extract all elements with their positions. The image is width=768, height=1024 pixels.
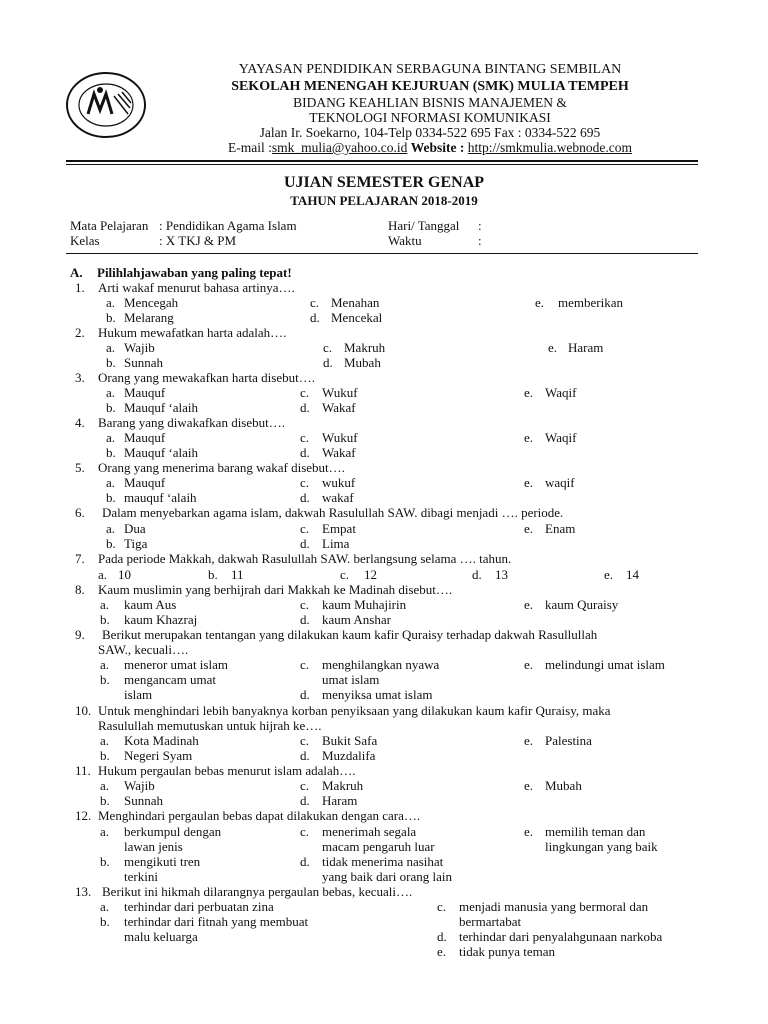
q12-e-label: e. xyxy=(524,824,534,839)
q13-text: Berikut ini hikmah dilarangnya pergaulan bebas, kecuali…. xyxy=(102,884,413,899)
q2-e-text: Haram xyxy=(568,340,604,355)
q7-d-label: d. xyxy=(472,567,482,582)
q7-a-text: 10 xyxy=(118,567,131,582)
q4-a-label: a. xyxy=(106,430,116,445)
q9-number: 9. xyxy=(75,627,85,642)
q3-e-text: Waqif xyxy=(545,385,577,400)
q12-c-text: menerimah segala xyxy=(322,824,417,839)
q10-c-text: Bukit Safa xyxy=(322,733,378,748)
q1-e-text: memberikan xyxy=(558,295,623,310)
q9-b-text: mengancam umat xyxy=(124,672,217,687)
q12-b-label: b. xyxy=(100,854,110,869)
q10-b-label: b. xyxy=(100,748,110,763)
q13-b-label: b. xyxy=(100,914,110,929)
q12-b-text-cont: terkini xyxy=(124,869,158,884)
q4-c-text: Wukuf xyxy=(322,430,358,445)
header-divider xyxy=(66,160,698,162)
exam-title: UJIAN SEMESTER GENAP xyxy=(283,174,485,191)
q7-b-text: 11 xyxy=(231,567,244,582)
q8-c-text: kaum Muhajirin xyxy=(322,597,407,612)
q4-e-text: Waqif xyxy=(545,430,577,445)
q4-a-text: Mauquf xyxy=(124,430,166,445)
q6-text: Dalam menyebarkan agama islam, dakwah Rasulullah SAW. dibagi menjadi …. periode. xyxy=(102,505,564,520)
q5-a-label: a. xyxy=(106,475,116,490)
q2-c-text: Makruh xyxy=(344,340,386,355)
q12-b-text: mengikuti tren xyxy=(124,854,201,869)
q2-b-label: b. xyxy=(106,355,116,370)
q10-d-label: d. xyxy=(300,748,310,763)
email-label: E-mail : xyxy=(228,140,272,155)
q8-d-text: kaum Anshar xyxy=(322,612,391,627)
email-link[interactable]: smk_mulia@yahoo.co.id xyxy=(271,140,408,155)
q13-c-text: menjadi manusia yang bermoral dan xyxy=(459,899,649,914)
q8-number: 8. xyxy=(75,582,85,597)
q7-c-text: 12 xyxy=(364,567,377,582)
q11-e-text: Mubah xyxy=(545,778,582,793)
q9-a-label: a. xyxy=(100,657,110,672)
q7-c-label: c. xyxy=(340,567,350,582)
q3-b-text: Mauquf ‘alaih xyxy=(124,400,199,415)
q1-b-text: Melarang xyxy=(124,310,174,325)
q8-e-text: kaum Quraisy xyxy=(545,597,619,612)
q2-d-text: Mubah xyxy=(344,355,381,370)
q1-e-label: e. xyxy=(535,295,545,310)
q10-e-text: Palestina xyxy=(545,733,592,748)
q6-a-text: Dua xyxy=(124,521,146,536)
q5-a-text: Mauquf xyxy=(124,475,166,490)
program-line-1: BIDANG KEAHLIAN BISNIS MANAJEMEN & xyxy=(293,95,567,110)
q4-b-text: Mauquf ‘alaih xyxy=(124,445,199,460)
q10-text: Untuk menghindari lebih banyaknya korban penyiksaan yang dilakukan kaum kafir Quraisy, maka xyxy=(98,703,611,718)
q3-a-label: a. xyxy=(106,385,116,400)
q11-e-label: e. xyxy=(524,778,534,793)
q12-d-label: d. xyxy=(300,854,310,869)
q10-text-cont: Rasulullah memutuskan untuk hijrah ke…. xyxy=(98,718,322,733)
q12-a-label: a. xyxy=(100,824,110,839)
q7-number: 7. xyxy=(75,551,85,566)
q10-b-text: Negeri Syam xyxy=(124,748,193,763)
date-label: Hari/ Tanggal xyxy=(388,218,460,233)
q8-b-label: b. xyxy=(100,612,110,627)
q12-c-label: c. xyxy=(300,824,310,839)
q7-text: Pada periode Makkah, dakwah Rasulullah SAW. berlangsung selama …. tahun. xyxy=(98,551,512,566)
q12-a-text: berkumpul dengan xyxy=(124,824,222,839)
q12-number: 12. xyxy=(75,808,92,823)
q11-c-text: Makruh xyxy=(322,778,364,793)
q1-c-label: c. xyxy=(310,295,320,310)
q11-text: Hukum pergaulan bebas menurut islam adalah…. xyxy=(98,763,356,778)
q6-b-text: Tiga xyxy=(124,536,148,551)
q3-text: Orang yang mewakafkan harta disebut…. xyxy=(98,370,315,385)
q12-e-text: memilih teman dan xyxy=(545,824,646,839)
q11-d-label: d. xyxy=(300,793,310,808)
q10-a-text: Kota Madinah xyxy=(124,733,199,748)
q8-c-label: c. xyxy=(300,597,310,612)
q9-d-label: d. xyxy=(300,687,310,702)
q12-e-text-cont: lingkungan yang baik xyxy=(545,839,658,854)
school-logo xyxy=(64,70,148,140)
q13-c-label: c. xyxy=(437,899,447,914)
q5-number: 5. xyxy=(75,460,85,475)
q13-a-label: a. xyxy=(100,899,110,914)
q12-d-text-cont: yang baik dari orang lain xyxy=(322,869,452,884)
q5-e-label: e. xyxy=(524,475,534,490)
q1-text: Arti wakaf menurut bahasa artinya…. xyxy=(98,280,295,295)
q6-c-label: c. xyxy=(300,521,310,536)
q10-number: 10. xyxy=(75,703,92,718)
q9-e-label: e. xyxy=(524,657,534,672)
class-label: Kelas xyxy=(70,233,100,248)
q10-d-text: Muzdalifa xyxy=(322,748,376,763)
q11-b-text: Sunnah xyxy=(124,793,163,808)
q9-a-text: meneror umat islam xyxy=(124,657,228,672)
q10-e-label: e. xyxy=(524,733,534,748)
q5-b-label: b. xyxy=(106,490,116,505)
time-value: : xyxy=(478,233,482,248)
q13-c-text-cont: bermartabat xyxy=(459,914,522,929)
q3-a-text: Mauquf xyxy=(124,385,166,400)
q6-b-label: b. xyxy=(106,536,116,551)
q7-e-text: 14 xyxy=(626,567,639,582)
q13-e-label: e. xyxy=(437,944,447,959)
q8-d-label: d. xyxy=(300,612,310,627)
website-link[interactable]: http://smkmulia.webnode.com xyxy=(467,140,632,155)
q1-b-label: b. xyxy=(106,310,116,325)
q6-d-text: Lima xyxy=(322,536,350,551)
q3-d-text: Wakaf xyxy=(322,400,356,415)
subject-value: : Pendidikan Agama Islam xyxy=(159,218,297,233)
q9-b-text-cont: islam xyxy=(124,687,153,702)
q6-number: 6. xyxy=(75,505,85,520)
q12-d-text: tidak menerima nasihat xyxy=(322,854,444,869)
website-label: Website : xyxy=(410,140,465,155)
q10-c-label: c. xyxy=(300,733,310,748)
q5-text: Orang yang menerima barang wakaf disebut…. xyxy=(98,460,345,475)
q11-d-text: Haram xyxy=(322,793,358,808)
q5-b-text: mauquf ‘alaih xyxy=(124,490,197,505)
q6-e-text: Enam xyxy=(545,521,576,536)
section-letter: A. xyxy=(70,265,83,280)
q1-a-text: Mencegah xyxy=(124,295,179,310)
q11-a-text: Wajib xyxy=(124,778,155,793)
q8-e-label: e. xyxy=(524,597,534,612)
q3-c-label: c. xyxy=(300,385,310,400)
q13-a-text: terhindar dari perbuatan zina xyxy=(124,899,274,914)
q4-c-label: c. xyxy=(300,430,310,445)
q1-number: 1. xyxy=(75,280,85,295)
q2-number: 2. xyxy=(75,325,85,340)
q1-d-label: d. xyxy=(310,310,320,325)
q3-d-label: d. xyxy=(300,400,310,415)
q13-number: 13. xyxy=(75,884,92,899)
q5-c-text: wukuf xyxy=(322,475,356,490)
q13-d-text: terhindar dari penyalahgunaan narkoba xyxy=(459,929,663,944)
q12-text: Menghindari pergaulan bebas dapat dilakukan dengan cara…. xyxy=(98,808,421,823)
q8-a-text: kaum Aus xyxy=(124,597,177,612)
address-line: Jalan Ir. Soekarno, 104-Telp 0334-522 695 Fax : 0334-522 695 xyxy=(259,125,601,140)
q5-e-text: waqif xyxy=(545,475,575,490)
exam-year: TAHUN PELAJARAN 2018-2019 xyxy=(290,193,478,208)
q13-d-label: d. xyxy=(437,929,447,944)
q7-e-label: e. xyxy=(604,567,614,582)
q6-c-text: Empat xyxy=(322,521,356,536)
q2-d-label: d. xyxy=(323,355,333,370)
q1-d-text: Mencekal xyxy=(331,310,383,325)
q4-e-label: e. xyxy=(524,430,534,445)
q4-d-label: d. xyxy=(300,445,310,460)
q6-e-label: e. xyxy=(524,521,534,536)
q6-a-label: a. xyxy=(106,521,116,536)
q8-a-label: a. xyxy=(100,597,110,612)
q6-d-label: d. xyxy=(300,536,310,551)
class-value: : X TKJ & PM xyxy=(159,233,237,248)
q12-a-text-cont: lawan jenis xyxy=(124,839,183,854)
q13-b-text: terhindar dari fitnah yang membuat xyxy=(124,914,309,929)
q9-d-text: menyiksa umat islam xyxy=(322,687,433,702)
q13-b-text-cont: malu keluarga xyxy=(124,929,198,944)
q3-e-label: e. xyxy=(524,385,534,400)
q5-d-label: d. xyxy=(300,490,310,505)
q11-number: 11. xyxy=(75,763,91,778)
q3-c-text: Wukuf xyxy=(322,385,358,400)
q11-b-label: b. xyxy=(100,793,110,808)
q9-b-label: b. xyxy=(100,672,110,687)
q7-d-text: 13 xyxy=(495,567,508,582)
q2-a-label: a. xyxy=(106,340,116,355)
q1-a-label: a. xyxy=(106,295,116,310)
q10-a-label: a. xyxy=(100,733,110,748)
q8-text: Kaum muslimin yang berhijrah dari Makkah ke Madinah disebut…. xyxy=(98,582,453,597)
q7-b-label: b. xyxy=(208,567,218,582)
school-name: SEKOLAH MENENGAH KEJURUAN (SMK) MULIA TEMPEH xyxy=(231,79,629,94)
q9-c-text-cont: umat islam xyxy=(322,672,380,687)
info-divider xyxy=(66,253,698,254)
q11-a-label: a. xyxy=(100,778,110,793)
q11-c-label: c. xyxy=(300,778,310,793)
section-title: Pilihlahjawaban yang paling tepat! xyxy=(97,265,292,280)
q3-number: 3. xyxy=(75,370,85,385)
q4-text: Barang yang diwakafkan disebut…. xyxy=(98,415,286,430)
q4-b-label: b. xyxy=(106,445,116,460)
program-line-2: TEKNOLOGI NFORMASI KOMUNIKASI xyxy=(309,110,551,125)
foundation-name: YAYASAN PENDIDIKAN SERBAGUNA BINTANG SEMBILAN xyxy=(238,62,622,77)
q3-b-label: b. xyxy=(106,400,116,415)
q9-e-text: melindungi umat islam xyxy=(545,657,665,672)
q9-text-cont: SAW., kecuali…. xyxy=(98,642,189,657)
subject-label: Mata Pelajaran xyxy=(70,218,149,233)
q13-e-text: tidak punya teman xyxy=(459,944,556,959)
date-value: : xyxy=(478,218,482,233)
q4-number: 4. xyxy=(75,415,85,430)
q2-text: Hukum mewafatkan harta adalah…. xyxy=(98,325,287,340)
q2-e-label: e. xyxy=(548,340,558,355)
q2-c-label: c. xyxy=(323,340,333,355)
q5-c-label: c. xyxy=(300,475,310,490)
q8-b-text: kaum Khazraj xyxy=(124,612,198,627)
q1-c-text: Menahan xyxy=(331,295,380,310)
q9-c-text: menghilangkan nyawa xyxy=(322,657,440,672)
q4-d-text: Wakaf xyxy=(322,445,356,460)
time-label: Waktu xyxy=(388,233,422,248)
contact-line xyxy=(180,140,680,156)
q9-text: Berikut merupakan tentangan yang dilakukan kaum kafir Quraisy terhadap dakwah Rasullullah xyxy=(102,627,598,642)
q7-a-label: a. xyxy=(98,567,108,582)
q2-a-text: Wajib xyxy=(124,340,155,355)
q12-c-text-cont: macam pengaruh luar xyxy=(322,839,435,854)
q9-c-label: c. xyxy=(300,657,310,672)
header-divider-thin xyxy=(66,164,698,165)
q5-d-text: wakaf xyxy=(322,490,354,505)
q2-b-text: Sunnah xyxy=(124,355,163,370)
